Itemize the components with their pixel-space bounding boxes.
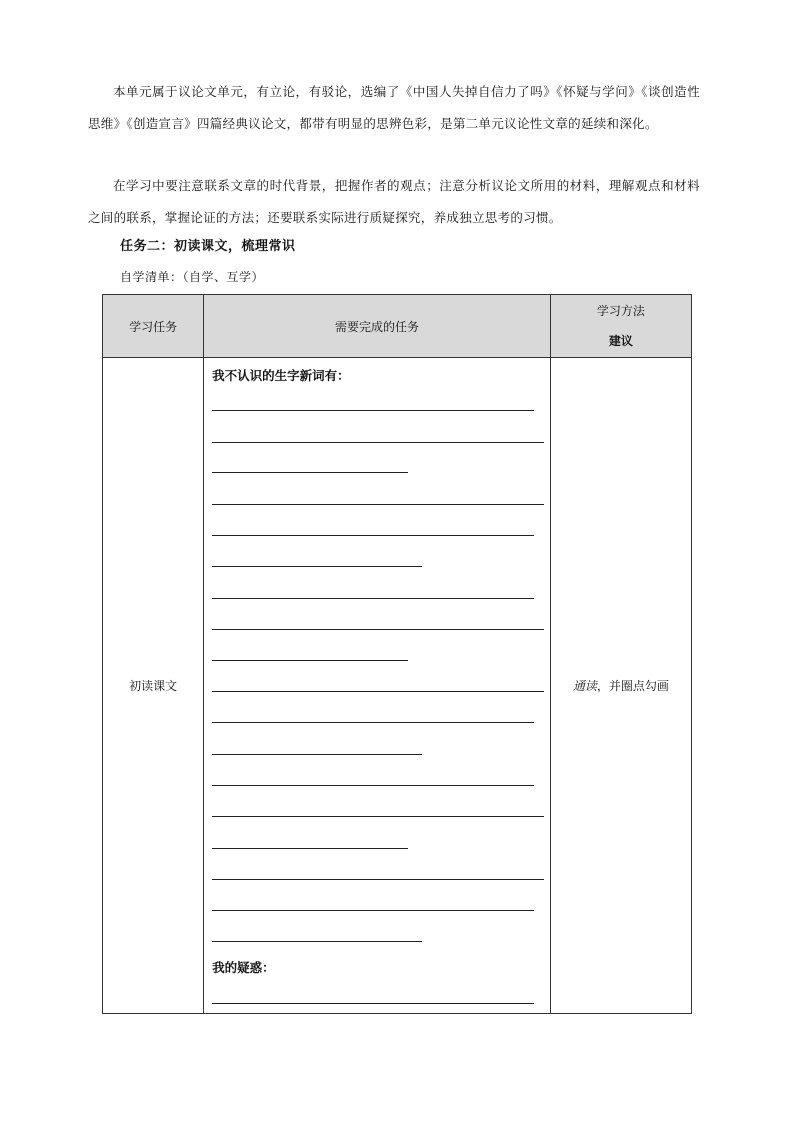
table-row <box>103 358 692 1014</box>
table-header-row <box>103 295 692 358</box>
new-words-label: 我不认识的生字新词有： <box>212 368 350 383</box>
answer-line[interactable] <box>212 910 534 911</box>
answer-line[interactable] <box>212 816 544 817</box>
method-read-through: 通读 <box>572 679 597 693</box>
self-study-list-label: 自学清单：（自学、互学） <box>120 270 265 284</box>
answer-line[interactable] <box>212 472 408 473</box>
intro-paragraph-2: 在学习中要注意联系文章的时代背景，把握作者的观点；注意分析议论文所用的材料，理解观点和材料之间的联系，掌握论证的方法；还要联系实际进行质疑探究，养成独立思考的习惯。 <box>88 178 700 225</box>
answer-line[interactable] <box>212 941 422 942</box>
doubts-label: 我的疑惑： <box>212 960 275 975</box>
answer-line[interactable] <box>212 785 534 786</box>
header-study-method <box>550 295 691 358</box>
answer-line[interactable] <box>212 660 408 661</box>
answer-line[interactable] <box>212 691 544 692</box>
answer-line[interactable] <box>212 879 544 880</box>
answer-line[interactable] <box>212 535 534 536</box>
answer-line[interactable] <box>212 504 544 505</box>
answer-line[interactable] <box>212 598 534 599</box>
answer-line[interactable] <box>212 410 534 411</box>
answer-line[interactable] <box>212 566 422 567</box>
intro-paragraph-1: 本单元属于议论文单元，有立论，有驳论，选编了《中国人失掉自信力了吗》《怀疑与学问》《谈创造性思维》《创造宣言》四篇经典议论文，都带有明显的思辨色彩，是第二单元议论性文章的延续和深化。 <box>88 84 700 131</box>
header-study-task: 学习任务 <box>103 295 204 358</box>
answer-line[interactable] <box>212 629 544 630</box>
answer-line[interactable] <box>212 848 408 849</box>
header-method-line1: 学习方法 <box>596 304 645 318</box>
header-method-line2: 建议 <box>608 334 633 348</box>
row-content-cell <box>204 358 551 1014</box>
header-tasks-to-complete: 需要完成的任务 <box>204 295 551 358</box>
method-annotate: ，并圈点勾画 <box>596 679 669 693</box>
answer-line[interactable] <box>212 442 544 443</box>
study-table <box>102 294 692 1014</box>
row-method-cell <box>550 358 691 1014</box>
task-heading: 任务二：初读课文，梳理常识 <box>120 239 296 254</box>
answer-line[interactable] <box>212 754 422 755</box>
row-task-name: 初读课文 <box>103 358 204 1014</box>
answer-line[interactable] <box>212 1003 534 1004</box>
answer-line[interactable] <box>212 722 534 723</box>
